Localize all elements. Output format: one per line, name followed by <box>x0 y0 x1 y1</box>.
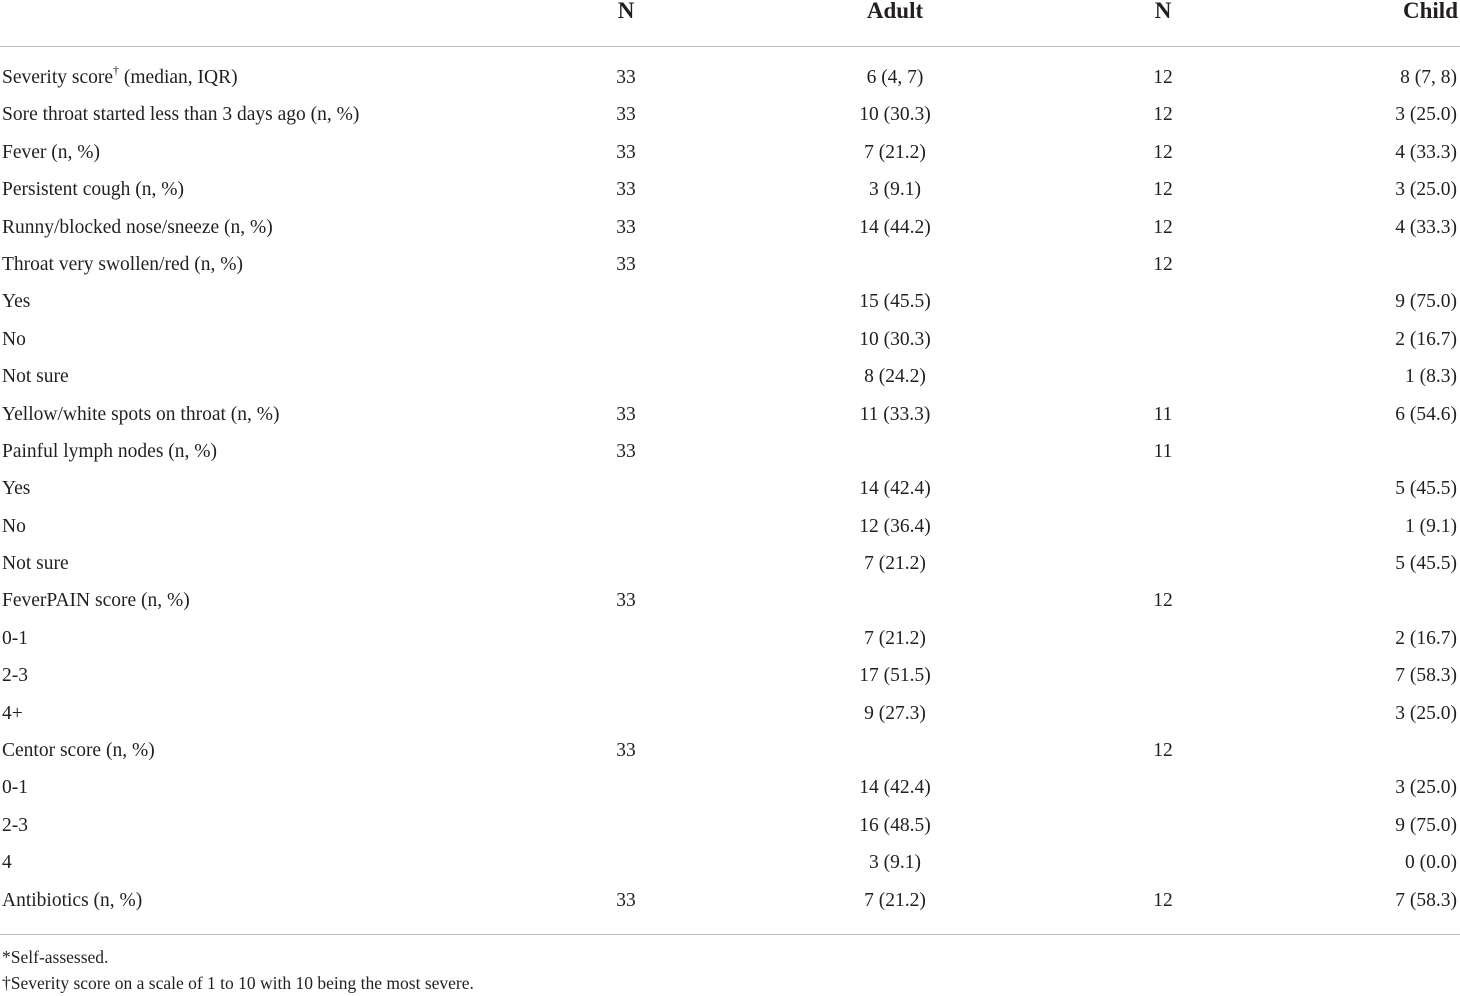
row-label-text: Runny/blocked nose/sneeze (n, %) <box>2 216 273 238</box>
cell-adult: 11 (33.3) <box>859 403 931 425</box>
table-row <box>0 209 1460 246</box>
table-row <box>0 396 1460 433</box>
row-label-text: 2-3 <box>2 665 28 687</box>
header-n-child: N <box>1154 0 1172 23</box>
row-label <box>2 769 28 806</box>
row-label-text: Centor score (n, %) <box>2 740 155 762</box>
table-row <box>0 171 1460 208</box>
table-row <box>0 321 1460 358</box>
cell-n-child: 12 <box>1153 141 1173 163</box>
row-label <box>2 134 100 171</box>
row-label-text: 2-3 <box>2 814 28 836</box>
row-label-text: Yes <box>2 291 31 313</box>
cell-n-child: 12 <box>1153 740 1173 762</box>
row-label <box>2 470 30 507</box>
row-label-text: Severity score <box>2 67 114 88</box>
header-child: Child <box>1403 0 1458 23</box>
row-label <box>2 96 359 133</box>
row-label-text: Sore throat started less than 3 days ago (n, %) <box>2 104 360 126</box>
cell-n-adult: 33 <box>616 740 636 762</box>
table-row <box>0 59 1460 96</box>
row-label-footnote-mark: † <box>113 62 120 77</box>
cell-child: 3 (25.0) <box>1395 179 1457 201</box>
cell-adult: 7 (21.2) <box>864 627 926 649</box>
cell-n-child: 12 <box>1153 67 1173 88</box>
cell-adult: 16 (48.5) <box>859 814 931 836</box>
cell-n-child: 12 <box>1153 179 1173 201</box>
footnote-self-assessed: *Self-assessed. <box>2 947 109 967</box>
cell-adult: 7 (21.2) <box>864 889 926 911</box>
cell-n-child: 11 <box>1153 403 1173 425</box>
cell-adult: 12 (36.4) <box>859 515 931 537</box>
cell-adult: 3 (9.1) <box>869 179 921 201</box>
cell-child: 2 (16.7) <box>1395 627 1457 649</box>
cell-adult: 10 (30.3) <box>859 104 931 126</box>
row-label <box>2 882 142 919</box>
table-row <box>0 769 1460 806</box>
cell-child: 3 (25.0) <box>1395 777 1457 799</box>
cell-child: 9 (75.0) <box>1395 291 1457 313</box>
row-label <box>2 732 155 769</box>
footnotes <box>2 944 474 996</box>
cell-n-child: 12 <box>1153 253 1173 275</box>
table-row <box>0 695 1460 732</box>
row-label <box>2 807 28 844</box>
header-adult: Adult <box>866 0 924 23</box>
table-row <box>0 732 1460 769</box>
cell-n-adult: 33 <box>616 104 636 126</box>
cell-adult: 17 (51.5) <box>859 665 931 687</box>
cell-n-adult: 33 <box>616 253 636 275</box>
table-row <box>0 545 1460 582</box>
table-row <box>0 433 1460 470</box>
row-label-suffix: (median, IQR) <box>119 67 238 88</box>
row-label <box>2 171 184 208</box>
row-label-text: FeverPAIN score (n, %) <box>2 590 190 612</box>
table-row <box>0 620 1460 657</box>
row-label <box>2 283 30 320</box>
row-label-text: Not sure <box>2 366 69 388</box>
table-row <box>0 283 1460 320</box>
row-label <box>2 844 12 881</box>
cell-n-child: 12 <box>1153 104 1173 126</box>
table-row <box>0 96 1460 133</box>
row-label-text: Throat very swollen/red (n, %) <box>2 253 243 275</box>
cell-adult: 14 (42.4) <box>859 777 931 799</box>
row-label-text: 4+ <box>2 702 23 724</box>
table-header <box>0 0 1460 47</box>
cell-n-adult: 33 <box>616 67 636 88</box>
row-label-text: Fever (n, %) <box>2 141 101 163</box>
row-label <box>2 396 280 433</box>
table-row <box>0 844 1460 881</box>
cell-n-adult: 33 <box>616 179 636 201</box>
row-label <box>2 209 273 246</box>
cell-n-child: 11 <box>1153 440 1173 462</box>
row-label-text: No <box>2 515 26 537</box>
table-row <box>0 508 1460 545</box>
cell-adult: 8 (24.2) <box>864 366 926 388</box>
footnote-severity-scale: †Severity score on a scale of 1 to 10 with 10 being the most severe. <box>2 973 474 993</box>
cell-adult: 15 (45.5) <box>859 291 931 313</box>
cell-adult: 7 (21.2) <box>864 141 926 163</box>
table-row <box>0 470 1460 507</box>
cell-n-adult: 33 <box>616 216 636 238</box>
cell-n-adult: 33 <box>616 403 636 425</box>
row-label <box>2 508 26 545</box>
table-bottom-rule <box>0 934 1460 935</box>
cell-child: 0 (0.0) <box>1405 852 1457 874</box>
row-label <box>2 582 190 619</box>
cell-child: 5 (45.5) <box>1395 478 1457 500</box>
cell-adult: 7 (21.2) <box>864 553 926 575</box>
row-label-text: Yellow/white spots on throat (n, %) <box>2 403 280 425</box>
cell-adult: 10 (30.3) <box>859 328 931 350</box>
cell-adult: 3 (9.1) <box>869 852 921 874</box>
cell-child: 5 (45.5) <box>1395 553 1457 575</box>
cell-child: 7 (58.3) <box>1395 665 1457 687</box>
cell-child: 4 (33.3) <box>1395 141 1457 163</box>
cell-adult: 14 (44.2) <box>859 216 931 238</box>
row-label-text: 0-1 <box>2 777 28 799</box>
cell-adult: 14 (42.4) <box>859 478 931 500</box>
row-label-text: No <box>2 328 26 350</box>
table-row <box>0 246 1460 283</box>
row-label-text: 4 <box>2 852 12 874</box>
cell-child: 2 (16.7) <box>1395 328 1457 350</box>
row-label-text: Antibiotics (n, %) <box>2 889 143 911</box>
cell-adult: 9 (27.3) <box>864 702 926 724</box>
row-label-text: Painful lymph nodes (n, %) <box>2 440 218 462</box>
cell-child: 8 (7, 8) <box>1400 67 1457 88</box>
cell-child: 1 (8.3) <box>1405 366 1457 388</box>
table-body <box>0 59 1460 919</box>
row-label <box>2 433 217 470</box>
row-label <box>2 695 23 732</box>
cell-n-adult: 33 <box>616 889 636 911</box>
cell-n-adult: 33 <box>616 440 636 462</box>
table-row <box>0 657 1460 694</box>
row-label-text: 0-1 <box>2 627 28 649</box>
cell-child: 6 (54.6) <box>1395 403 1457 425</box>
cell-n-adult: 33 <box>616 590 636 612</box>
table-row <box>0 882 1460 919</box>
cell-n-child: 12 <box>1153 590 1173 612</box>
row-label <box>2 321 26 358</box>
row-label <box>2 545 69 582</box>
cell-n-adult: 33 <box>616 141 636 163</box>
table-row <box>0 582 1460 619</box>
table-row <box>0 807 1460 844</box>
cell-child: 9 (75.0) <box>1395 814 1457 836</box>
row-label <box>2 246 243 283</box>
cell-child: 3 (25.0) <box>1395 702 1457 724</box>
cell-child: 1 (9.1) <box>1405 515 1457 537</box>
cell-child: 7 (58.3) <box>1395 889 1457 911</box>
cell-n-child: 12 <box>1153 889 1173 911</box>
table-row <box>0 134 1460 171</box>
cell-child: 4 (33.3) <box>1395 216 1457 238</box>
row-label-text: Persistent cough (n, %) <box>2 179 184 201</box>
row-label-text: Yes <box>2 478 31 500</box>
row-label <box>2 620 28 657</box>
cell-adult: 6 (4, 7) <box>866 67 924 88</box>
row-label <box>2 59 238 96</box>
row-label <box>2 657 28 694</box>
cell-child: 3 (25.0) <box>1395 104 1457 126</box>
cell-n-child: 12 <box>1153 216 1173 238</box>
row-label-text: Not sure <box>2 553 69 575</box>
row-label <box>2 358 69 395</box>
table-row <box>0 358 1460 395</box>
header-n-adult: N <box>617 0 635 23</box>
